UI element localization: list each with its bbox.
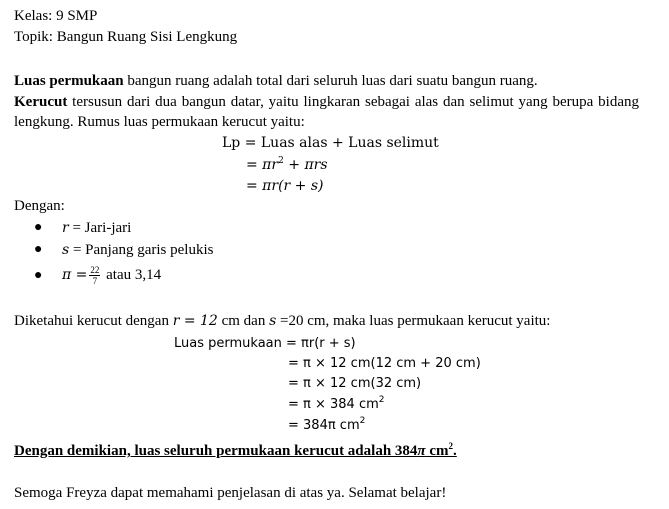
bullet-pi-text: atau 3,14: [106, 267, 162, 283]
bullet-icon: ●: [34, 220, 43, 235]
conclusion-end: .: [453, 443, 457, 459]
formula-line-2: [246, 155, 328, 175]
bullet-item-pi: [62, 262, 161, 288]
bullet-item-r: [62, 218, 131, 238]
calc-line-4-text: = π × 384 cm: [288, 397, 379, 412]
conclusion-exp: 2: [448, 441, 454, 451]
calc-line-4-exp: 2: [378, 395, 385, 405]
calc-line-5: [288, 416, 365, 436]
calc-line-5-exp: 2: [359, 416, 366, 426]
calc-line-2: = π × 12 cm(12 cm + 20 cm): [288, 356, 481, 371]
calc-line-1: Luas permukaan = πr(r + s): [174, 336, 356, 351]
var-pi: π =: [62, 267, 88, 283]
calc-line-5-text: = 384π cm: [288, 418, 360, 433]
formula-line-1: Lp = Luas alas + Luas selimut: [222, 135, 439, 151]
topic-label: Topik: Bangun Ruang Sisi Lengkung: [14, 29, 238, 45]
given-text-1: Diketahui kerucut dengan: [14, 313, 173, 329]
dengan-label: Dengan:: [14, 198, 65, 214]
class-label: Kelas: 9 SMP: [14, 8, 98, 24]
formula-line-2-prefix: = πr: [246, 157, 279, 173]
given-r-expr: r = 12: [172, 313, 218, 329]
given-sentence: [14, 311, 550, 331]
intro-paragraph-1: [14, 71, 538, 91]
calc-line-4: [288, 395, 385, 415]
intro-1-text: bangun ruang adalah total dari seluruh luas dari suatu bangun ruang.: [123, 73, 538, 89]
bullet-icon: ●: [34, 242, 43, 257]
var-r: r: [62, 220, 69, 236]
formula-line-3: = πr(r + s): [246, 178, 324, 194]
calc-line-3: = π × 12 cm(32 cm): [288, 376, 422, 391]
bullet-s-text: = Panjang garis pelukis: [69, 242, 214, 258]
intro-paragraph-2: [14, 92, 639, 132]
conclusion-pi: π: [417, 443, 426, 459]
closing-message: Semoga Freyza dapat memahami penjelasan di atas ya. Selamat belajar!: [14, 485, 447, 501]
fraction-22-7: [89, 265, 100, 286]
conclusion-text: Dengan demikian, luas seluruh permukaan kerucut adalah 384: [14, 443, 418, 459]
term-kerucut: Kerucut: [14, 94, 68, 110]
var-s: s: [62, 242, 70, 258]
conclusion-sentence: [14, 441, 457, 461]
given-text-2: cm dan: [217, 313, 270, 329]
term-luas-permukaan: Luas permukaan: [14, 73, 124, 89]
intro-2-text: tersusun dari dua bangun datar, yaitu lingkaran sebagai alas dan selimut yang berupa bidang lengkung. Rumus luas permukaan kerucut yaitu:: [14, 94, 639, 130]
fraction-numerator: 22: [90, 265, 100, 276]
conclusion-unit: cm: [425, 443, 449, 459]
given-text-3: =20 cm, maka luas permukaan kerucut yaitu:: [276, 313, 551, 329]
formula-line-2-suffix: + πrs: [283, 157, 328, 173]
fraction-denominator: 7: [92, 276, 98, 287]
bullet-r-text: = Jari-jari: [68, 220, 132, 236]
bullet-icon: ●: [34, 268, 43, 283]
formula-line-2-exp: 2: [278, 156, 284, 166]
bullet-item-s: [62, 240, 213, 260]
given-s-expr: s: [269, 313, 277, 329]
